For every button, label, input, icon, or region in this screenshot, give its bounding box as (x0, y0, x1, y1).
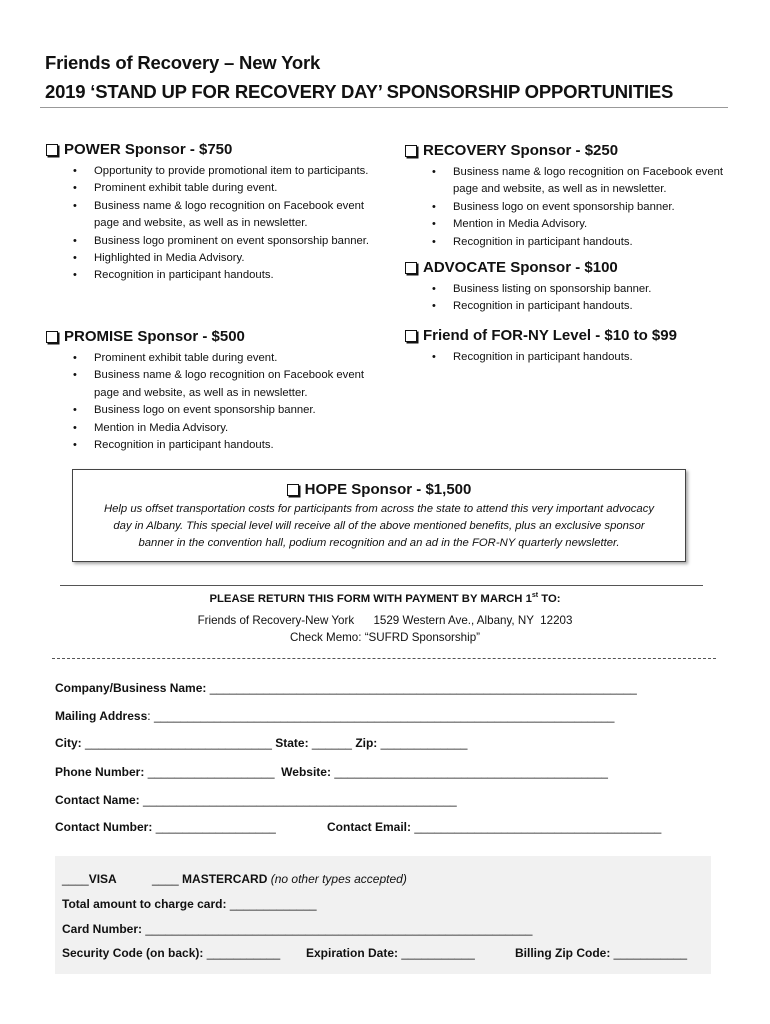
return-instructions (0, 592, 770, 605)
list-item: • Business logo on event sponsorship banner. (453, 199, 735, 216)
billing-zip-label: Billing Zip Code: (515, 946, 611, 960)
hope-sponsor-description: Help us offset transportation costs for participants from across the state to attend this very important advocacy day in Albany. This special level will receive all of the above mentioned benefits, plus an exclusive sponsor banner in the convention hall, podium recognition and an ad in the FOR-NY quarterly newsletter. (103, 503, 655, 549)
list-item: • Business listing on sponsorship banner. (453, 281, 735, 298)
return-title-end: TO: (538, 592, 561, 605)
contact-name-field[interactable] (55, 793, 457, 807)
card-number-field[interactable] (62, 922, 532, 936)
promise-sponsor-section (46, 328, 376, 454)
list-item: • Opportunity to provide promotional item to participants. (94, 163, 376, 180)
mailing-address-field[interactable] (55, 709, 614, 723)
list-item: • Mention in Media Advisory. (94, 420, 376, 437)
mailing-address-line[interactable]: _____________________________________________________________________ (153, 709, 615, 723)
list-item: • Highlighted in Media Advisory. (94, 250, 376, 267)
list-item: • Business logo prominent on event sponsorship banner. (94, 233, 376, 250)
card-type-note: (no other types accepted) (270, 872, 407, 886)
contact-number-line[interactable]: __________________ (155, 820, 276, 834)
total-amount-field[interactable] (62, 897, 317, 911)
visa-line[interactable]: ____ (62, 872, 89, 886)
list-item: • Recognition in participant handouts. (453, 298, 735, 315)
list-item: • Recognition in participant handouts. (453, 234, 735, 251)
phone-label: Phone Number: (55, 765, 145, 779)
return-address: Friends of Recovery-New York 1529 Western Ave., Albany, NY 12203 (197, 614, 573, 627)
friend-benefits-list (405, 349, 735, 366)
visa-label: VISA (88, 872, 117, 886)
payment-section (55, 856, 711, 974)
title-divider (40, 107, 728, 108)
hope-sponsor-box (72, 469, 686, 562)
expiration-date-line[interactable]: ___________ (401, 946, 475, 960)
mastercard-line[interactable]: ____ (152, 872, 179, 886)
checkbox-icon[interactable] (287, 484, 299, 496)
card-type-row (62, 872, 117, 886)
friend-level-heading: Friend of FOR-NY Level - $10 to $99 (423, 327, 677, 344)
company-name-line[interactable]: ________________________________________________________________ (209, 681, 637, 695)
state-line[interactable]: ______ (311, 736, 352, 750)
total-amount-label: Total amount to charge card: (62, 897, 227, 911)
friend-level-section (405, 327, 735, 366)
recovery-sponsor-section (405, 142, 735, 251)
card-number-label: Card Number: (62, 922, 143, 936)
check-memo: Check Memo: “SUFRD Sponsorship” (289, 631, 481, 644)
checkbox-icon[interactable] (46, 331, 58, 343)
list-item: • Recognition in participant handouts. (94, 267, 376, 284)
card-number-line[interactable]: __________________________________________________________ (145, 922, 533, 936)
advocate-sponsor-heading: ADVOCATE Sponsor - $100 (423, 259, 618, 276)
mastercard-label: MASTERCARD (182, 872, 268, 886)
advocate-benefits-list (405, 281, 735, 316)
checkbox-icon[interactable] (405, 330, 417, 342)
billing-zip-field[interactable] (515, 946, 687, 960)
document-subtitle: 2019 ‘STAND UP FOR RECOVERY DAY’ SPONSORSHIP OPPORTUNITIES (45, 81, 674, 102)
list-item: • Prominent exhibit table during event. (94, 180, 376, 197)
power-benefits-list (46, 163, 376, 285)
return-divider (60, 585, 703, 586)
contact-name-line[interactable]: _______________________________________________ (143, 793, 457, 807)
list-item: • Recognition in participant handouts. (94, 437, 376, 454)
contact-number-field[interactable] (55, 820, 276, 834)
website-label: Website: (281, 765, 331, 779)
contact-email-line[interactable]: _____________________________________ (414, 820, 662, 834)
power-sponsor-heading: POWER Sponsor - $750 (64, 141, 233, 158)
total-amount-line[interactable]: _____________ (229, 897, 317, 911)
list-item: • Business name & logo recognition on Facebook event page and website, as well as in newsletter. (453, 164, 735, 199)
list-item: • Business logo on event sponsorship banner. (94, 402, 376, 419)
contact-name-label: Contact Name: (55, 793, 140, 807)
zip-label: Zip: (355, 736, 378, 750)
city-line[interactable]: ____________________________ (85, 736, 272, 750)
checkbox-icon[interactable] (405, 145, 417, 157)
city-state-zip-row (55, 736, 467, 750)
list-item: • Mention in Media Advisory. (453, 216, 735, 233)
company-name-field[interactable] (55, 681, 637, 695)
checkbox-icon[interactable] (405, 262, 417, 274)
contact-email-label: Contact Email: (327, 820, 412, 834)
power-sponsor-section (46, 141, 376, 285)
advocate-sponsor-section (405, 259, 735, 316)
list-item: • Business name & logo recognition on Facebook event page and website, as well as in newsletter. (94, 198, 376, 233)
billing-zip-line[interactable]: ___________ (613, 946, 688, 960)
phone-website-row (55, 765, 608, 779)
company-name-label: Company/Business Name: (55, 681, 207, 695)
mastercard-row (152, 872, 407, 886)
security-code-field[interactable] (62, 946, 280, 960)
return-title-sup: st (531, 592, 539, 599)
security-code-line[interactable]: ___________ (206, 946, 281, 960)
website-line[interactable]: _________________________________________ (334, 765, 608, 779)
promise-benefits-list (46, 350, 376, 454)
phone-line[interactable]: ___________________ (147, 765, 275, 779)
mailing-address-colon: : (147, 709, 151, 723)
city-label: City: (55, 736, 82, 750)
recovery-benefits-list (405, 164, 735, 251)
list-item: • Business name & logo recognition on Facebook event page and website, as well as in newsletter. (94, 367, 376, 402)
list-item: • Recognition in participant handouts. (453, 349, 735, 366)
hope-sponsor-heading: HOPE Sponsor - $1,500 (304, 481, 472, 498)
recovery-sponsor-heading: RECOVERY Sponsor - $250 (423, 142, 619, 159)
contact-email-field[interactable] (327, 820, 661, 834)
return-title-text: PLEASE RETURN THIS FORM WITH PAYMENT BY MARCH 1 (209, 592, 532, 605)
mailing-address-label: Mailing Address (55, 709, 148, 723)
security-code-label: Security Code (on back): (62, 946, 204, 960)
expiration-date-label: Expiration Date: (306, 946, 399, 960)
cut-line (52, 658, 716, 659)
expiration-date-field[interactable] (306, 946, 475, 960)
contact-number-label: Contact Number: (55, 820, 153, 834)
checkbox-icon[interactable] (46, 144, 58, 156)
zip-line[interactable]: _____________ (380, 736, 468, 750)
list-item: • Prominent exhibit table during event. (94, 350, 376, 367)
state-label: State: (275, 736, 309, 750)
promise-sponsor-heading: PROMISE Sponsor - $500 (64, 328, 245, 345)
document-title: Friends of Recovery – New York (45, 52, 321, 73)
